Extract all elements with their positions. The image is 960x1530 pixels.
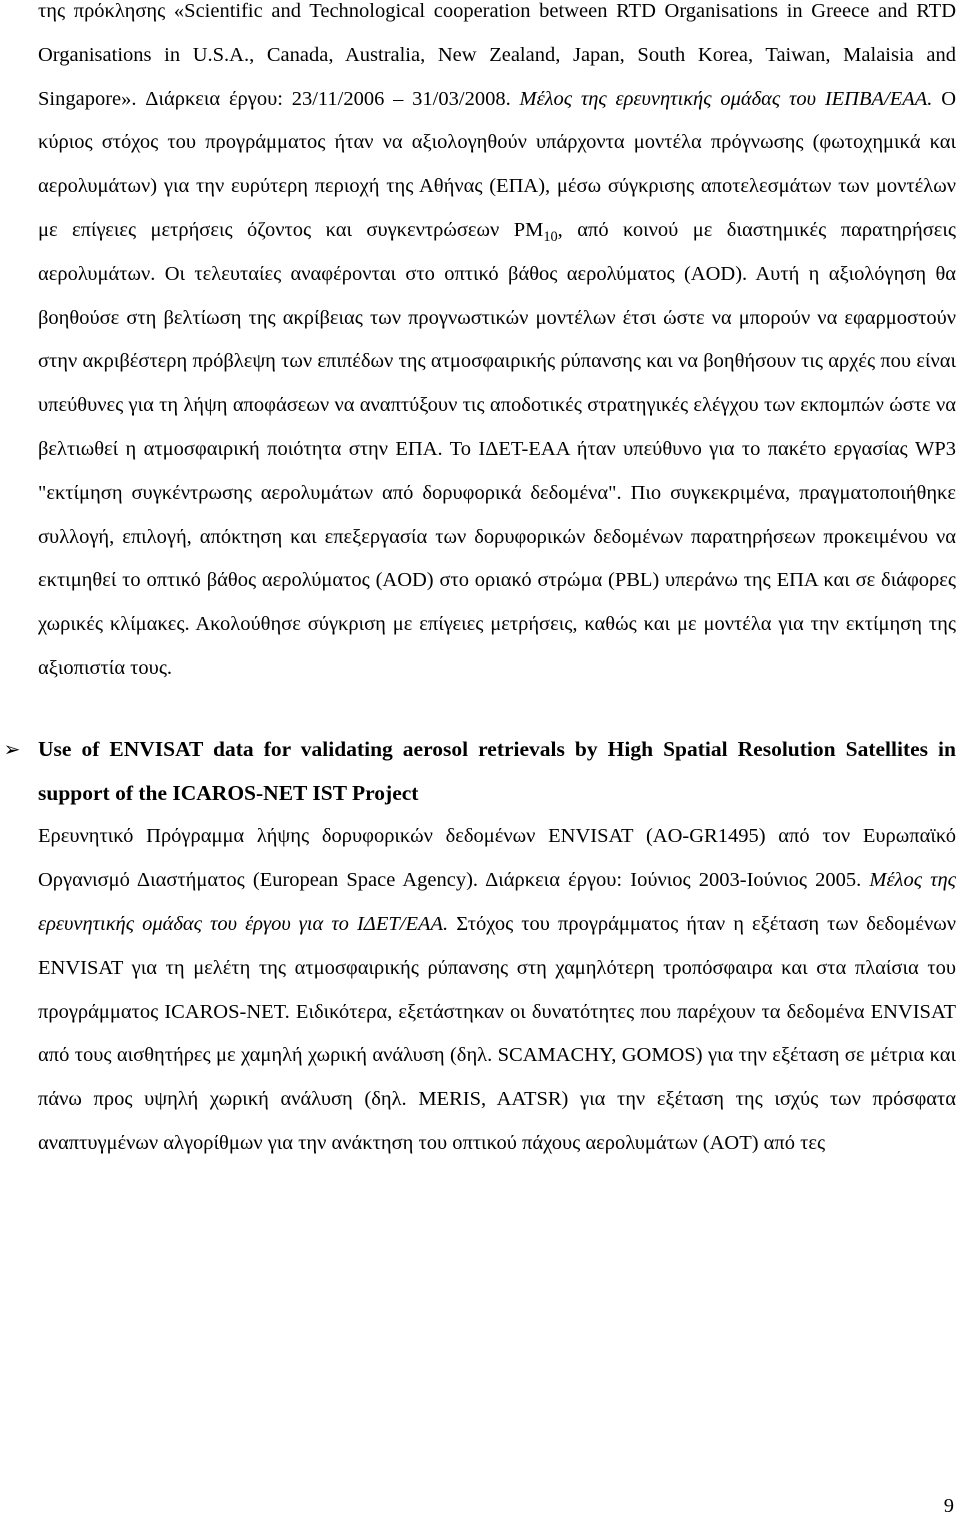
arrow-bullet-icon: ➢ [3, 736, 21, 761]
project-2-paragraph [38, 815, 956, 1165]
project-1-paragraph [38, 0, 956, 691]
project-1-text-3: , από κοινού με διαστημικές παρατηρήσεις αερολυμάτων. Οι τελευταίες αναφέρονται στο οπτικό βάθος αερολύματος (AOD). Αυτή η αξιολόγηση θα βοηθούσε στη βελτίωση της ακρίβειας των προγνωστικών μοντέλων έτσι ώστε να μπορούν να εφαρμοστούν στην ακριβέστερη πρόβλεψη των επιπέδων της ατμοσφαιρικής ρύπανσης και να βοηθήσουν τις αρχές που είναι υπεύθυνες για τη λήψη αποφάσεων να αναπτύξουν τις αποδοτικές στρατηγικές ελέγχου των εκπομπών ώστε να βελτιωθεί η ατμοσφαιρική ποιότητα στην ΕΠΑ. Το ΙΔΕΤ-ΕΑΑ ήταν υπεύθυνο για το πακέτο εργασίας WP3 "εκτίμηση συγκέντρωσης αερολυμάτων από δορυφορικά δεδομένα". Πιο συγκεκριμένα, πραγματοποιήθηκε συλλογή, επιλογή, απόκτηση και επεξεργασία των δορυφορικών δεδομένων παρατηρήσεων προκειμένου να εκτιμηθεί το οπτικό βάθος αερολύματος (AOD) στο οριακό στρώμα (PBL) υπεράνω της ΕΠΑ και σε διάφορες χωρικές κλίμακες. Ακολούθησε σύγκριση με επίγειες μετρήσεις, καθώς και με μοντέλα για την εκτίμηση της αξιοπιστία τους. [38, 218, 956, 679]
project-2-role: Μέλος της ερευνητικής ομάδας του έργου για το ΙΔΕΤ/ΕΑΑ. [38, 869, 956, 935]
section-spacer [38, 691, 956, 728]
project-1-role: Μέλος της ερευνητικής ομάδας του ΙΕΠΒΑ/ΕΑΑ. [519, 87, 933, 110]
project-2-text-1: Ερευνητικό Πρόγραμμα λήψης δορυφορικών δεδομένων ENVISAT (AO-GR1495) από τον Ευρωπαϊκό Οργανισμό Διαστήματος (European Space Agency). Διάρκεια έργου: Ιούνιος 2003-Ιούνιος 2005. [38, 825, 956, 892]
project-2-text-2: Στόχος του προγράμματος ήταν η εξέταση των δεδομένων ENVISAT για τη μελέτη της ατμοσφαιρικής ρύπανσης στη χαμηλότερη τροπόσφαιρα και στα πλαίσια του προγράμματος ICAROS-NET. Ειδικότερα, εξετάστηκαν οι δυνατότητες που παρέχουν τα δεδομένα ENVISAT από τους αισθητήρες με χαμηλή χωρική ανάλυση (δηλ. SCAMACHY, GOMOS) για την εξέταση σε μέτρια και πάνω προς υψηλή χωρική ανάλυση (δηλ. MERIS, AATSR) για την εξέταση της ισχύς των πρόσφατα αναπτυγμένων αλγορίθμων για την ανάκτηση του οπτικού πάχους αερολυμάτων (AOT) από τες [38, 912, 957, 1154]
project-1-text-1: της πρόκλησης «Scientific and Technological cooperation between RTD Organisations in Greece and RTD Organisations in U.S.A., Canada, Australia, New Zealand, Japan, South Korea, Taiwan, Malaisia and Singapore». Διάρκεια έργου: 23/11/2006 – 31/03/2008. [38, 0, 956, 110]
page-number: 9 [943, 1495, 954, 1517]
project-2-title: Use of ENVISAT data for validating aerosol retrievals by High Spatial Resolution Satellites in support of the ICAROS-NET IST Project [38, 736, 956, 805]
document-page [3, 0, 957, 1166]
pm-subscript: 10 [543, 229, 558, 246]
project-2-heading [3, 728, 956, 816]
project-1-text-2: Ο κύριος στόχος του προγράμματος ήταν να αξιολογηθούν υπάρχοντα μοντέλα πρόγνωσης (φωτοχημικά και αερολυμάτων) για την ευρύτερη περιοχή της Αθήνας (ΕΠΑ), μέσω σύγκρισης αποτελεσμάτων των μοντέλων με επίγειες μετρήσεις όζοντος και συγκεντρώσεων PM [38, 87, 957, 241]
